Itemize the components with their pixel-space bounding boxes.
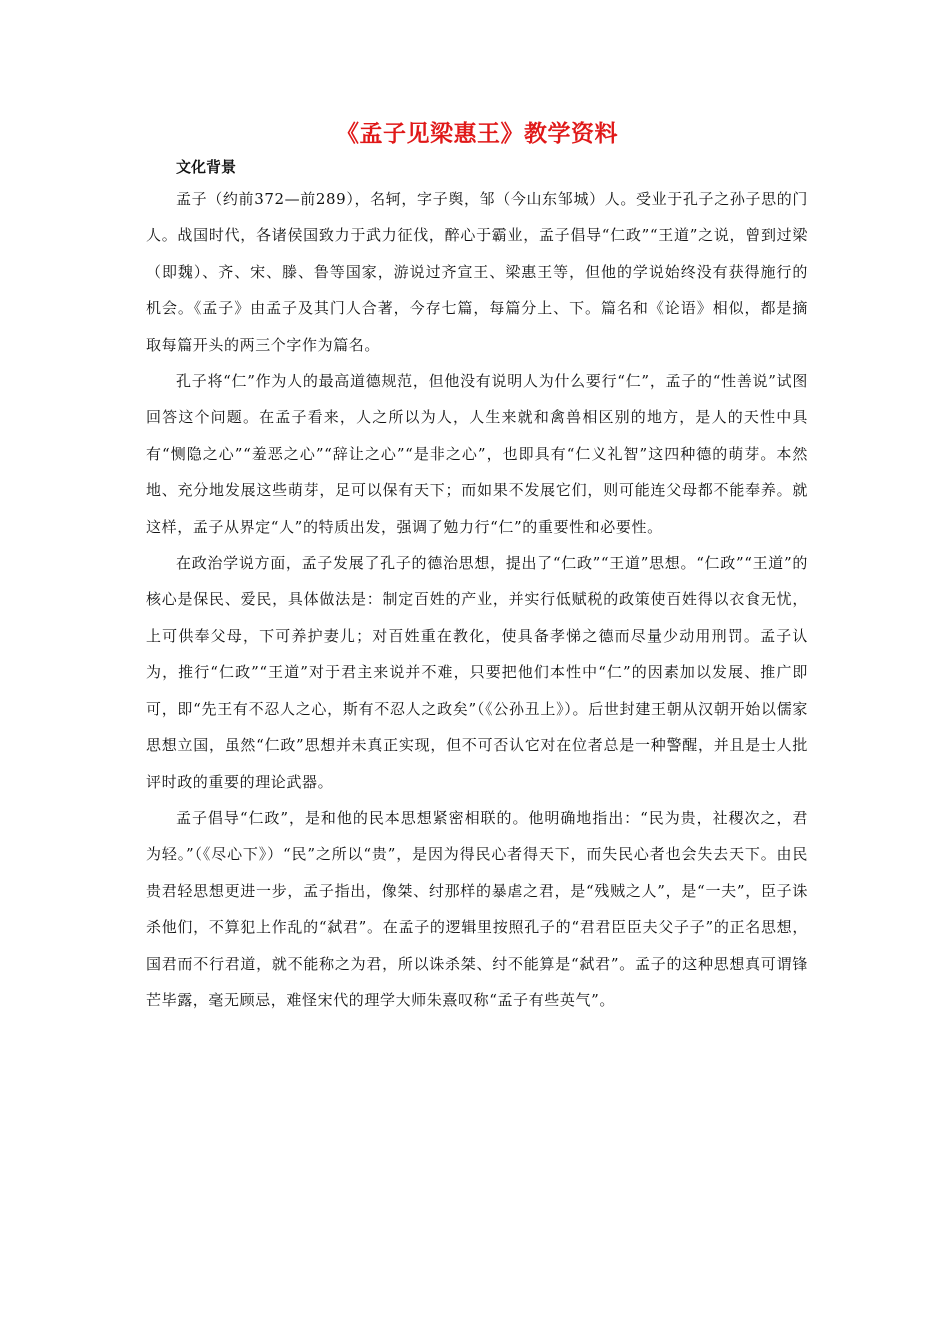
- document-title: 《孟子见梁惠王》教学资料: [336, 121, 618, 147]
- paragraph-human-nature: 孔子将“仁”作为人的最高道德规范，但他没有说明人为什么要行“仁”，孟子的“性善说”试图回答这个问题。在孟子看来，人之所以为人，人生来就和禽兽相区别的地方，是人的天性中具有“恻隐之心”“羞恶之心”“辞让之心”“是非之心”，也即具有“仁义礼智”这四种德的萌芽。本然地、充分地发展这些萌芽，足可以保有天下；而如果不发展它们，则可能连父母都不能奉养。就这样，孟子从界定“人”的特质出发，强调了勉力行“仁”的重要性和必要性。: [146, 372, 808, 536]
- document-page: [146, 118, 808, 1018]
- paragraph-benevolent-government: 在政治学说方面，孟子发展了孔子的德治思想，提出了“仁政”“王道”思想。“仁政”“王道”的核心是保民、爱民，具体做法是：制定百姓的产业，并实行低赋税的政策使百姓得以衣食无忧，上可供奉父母，下可养护妻儿；对百姓重在教化，使具备孝悌之德而尽量少动用刑罚。孟子认为，推行“仁政”“王道”对于君主来说并不难，只要把他们本性中“仁”的因素加以发展、推广即可，即“先王有不忍人之心，斯有不忍人之政矣”（《公孙丑上》）。后世封建王朝从汉朝开始以儒家思想立国，虽然“仁政”思想并未真正实现，但不可否认它对在位者总是一种警醒，并且是士人批评时政的重要的理论武器。: [146, 554, 808, 791]
- section-heading: 文化背景: [176, 158, 237, 176]
- paragraph-people-oriented: 孟子倡导“仁政”，是和他的民本思想紧密相联的。他明确地指出：“民为贵，社稷次之，君为轻。”（《尽心下》）“民”之所以“贵”，是因为得民心者得天下，而失民心者也会失去天下。由民贵君轻思想更进一步，孟子指出，像桀、纣那样的暴虐之君，是“残贼之人”，是“一夫”，臣子诛杀他们，不算犯上作乱的“弑君”。在孟子的逻辑里按照孔子的“君君臣臣夫父子子”的正名思想，国君而不行君道，就不能称之为君，所以诛杀桀、纣不能算是“弑君”。孟子的这种思想真可谓锋芒毕露，毫无顾忌，难怪宋代的理学大师朱熹叹称“孟子有些英气”。: [146, 808, 808, 1009]
- paragraph-background: 孟子（约前372—前289），名轲，字子舆，邹（今山东邹城）人。受业于孔子之孙子思的门人。战国时代，各诸侯国致力于武力征伐，醉心于霸业，孟子倡导“仁政”“王道”之说，曾到过梁（即魏）、齐、宋、滕、鲁等国家，游说过齐宣王、梁惠王等，但他的学说始终没有获得施行的机会。《孟子》由孟子及其门人合著，今存七篇，每篇分上、下。篇名和《论语》相似，都是摘取每篇开头的两三个字作为篇名。: [146, 190, 808, 354]
